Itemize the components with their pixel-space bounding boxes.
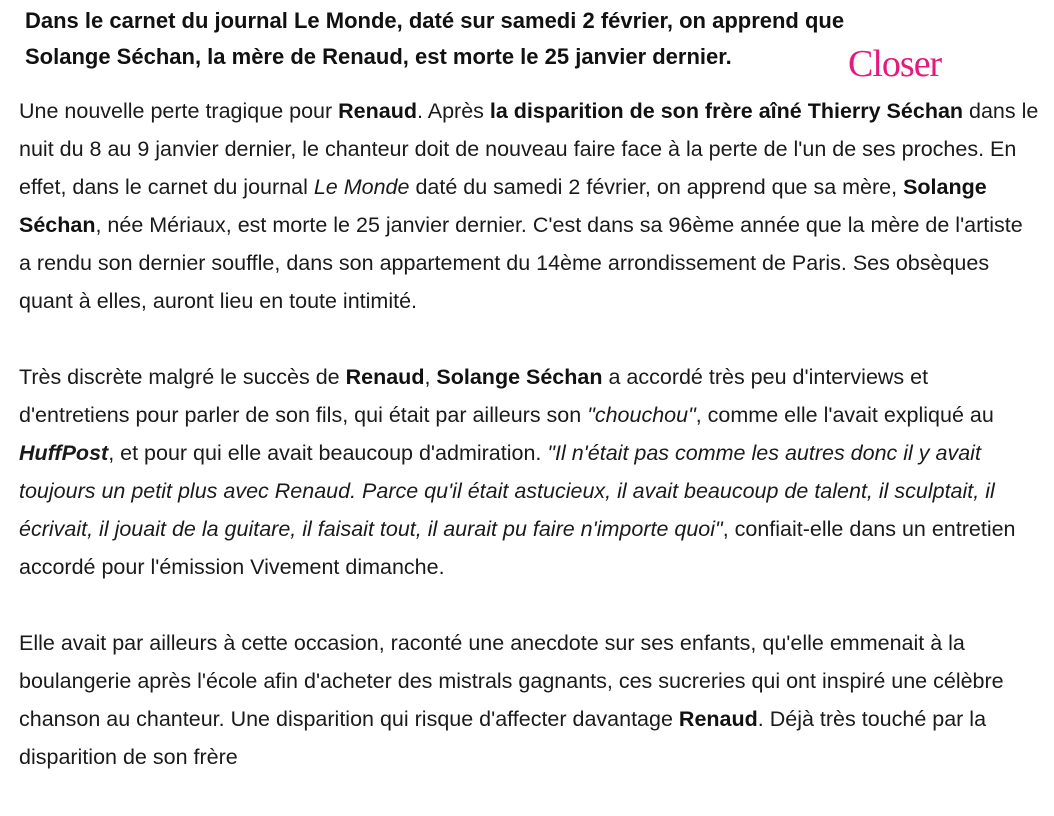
text-span: , née Mériaux, est morte le 25 janvier dernier. C'est dans sa 96ème année que la mère de l'artiste a rendu son dernier souffle, dans son appartement du 14ème arrondissement de Paris. Ses obsèques quant à elles, auront lieu en toute intimité. <box>19 213 1023 313</box>
text-span: a accordé très peu d'interviews et d'entretiens pour parler de son fils, qui était par ailleurs son <box>19 365 929 427</box>
article-headline <box>25 3 965 75</box>
bold-name: Renaud <box>338 99 417 123</box>
text-span: , et pour qui elle avait beaucoup d'admiration. <box>108 441 548 465</box>
text-span: Très discrète malgré le succès de <box>19 365 346 389</box>
text-span: dans le nuit du 8 au 9 janvier dernier, le chanteur doit de nouveau faire face à la perte de l'un de ses proches. En effet, dans le carnet du journal <box>19 99 1039 199</box>
text-span: . Déjà très touché par la disparition de son frère <box>19 707 987 769</box>
bold-name: Solange Séchan <box>19 175 987 237</box>
headline-line-2: Solange Séchan, la mère de Renaud, est morte le 25 janvier dernier. <box>25 44 732 69</box>
italic-quote: "Il n'était pas comme les autres donc il y avait toujours un petit plus avec Renaud. Parce qu'il était astucieux, il avait beaucoup de talent, il sculptait, il écrivait, il jouait de la guitare, il faisait tout, il aurait pu faire n'importe quoi" <box>19 441 995 541</box>
bold-name: Renaud <box>678 707 758 731</box>
paragraph-3 <box>19 624 1039 776</box>
closer-logo[interactable]: Closer <box>848 43 942 85</box>
text-span: , <box>424 365 437 389</box>
article-body <box>19 92 1039 814</box>
text-span: . Après <box>416 99 490 123</box>
italic-quote: "chouchou" <box>587 403 696 427</box>
bold-name: Solange Séchan <box>436 365 603 389</box>
headline-line-1: Dans le carnet du journal Le Monde, daté sur samedi 2 février, on apprend que <box>25 8 845 33</box>
bold-phrase: la disparition de son frère aîné Thierry Séchan <box>489 99 964 123</box>
text-span: , comme elle l'avait expliqué au <box>695 403 994 427</box>
text-span: Elle avait par ailleurs à cette occasion, raconté une anecdote sur ses enfants, qu'elle emmenait à la boulangerie après l'école afin d'acheter des mistrals gagnants, ces sucreries qui ont inspiré une célèbre chanson au chanteur. Une disparition qui risque d'affecter davantage <box>19 631 1004 731</box>
italic-title: Le Monde <box>313 175 410 199</box>
text-span: Une nouvelle perte tragique pour <box>19 99 339 123</box>
text-span: , confiait-elle dans un entretien accordé pour l'émission Vivement dimanche. <box>19 517 1016 579</box>
paragraph-2 <box>19 358 1039 586</box>
paragraph-1 <box>19 92 1039 320</box>
bold-name: Renaud <box>345 365 425 389</box>
huffpost-link[interactable]: HuffPost <box>19 441 109 465</box>
text-span: daté du samedi 2 février, on apprend que sa mère, <box>409 175 904 199</box>
